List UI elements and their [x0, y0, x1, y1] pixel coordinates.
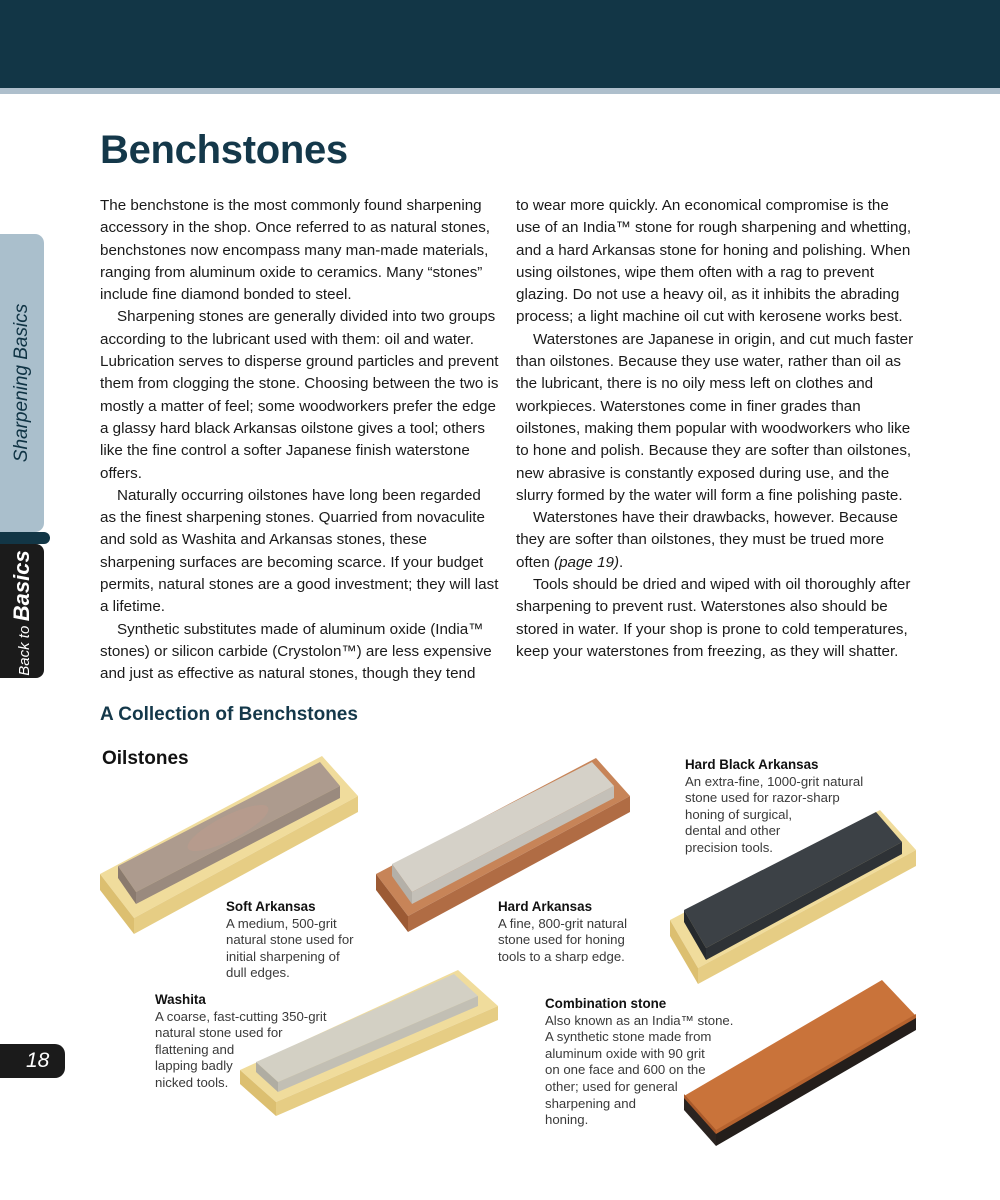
- stone-caption: [685, 757, 863, 857]
- paragraph: [516, 507, 916, 574]
- stone-desc-line: An extra-fine, 1000-grit natural: [685, 773, 864, 789]
- stone-name: Soft Arkansas: [226, 899, 316, 914]
- header-bar: [0, 0, 1000, 88]
- stone-caption: [226, 899, 354, 982]
- stone-desc-line: lapping badly: [155, 1058, 233, 1074]
- chapter-tab-edge: [0, 532, 50, 544]
- stone-caption: [155, 992, 327, 1092]
- paragraph: Naturally occurring oilstones have long been regarded as the finest sharpening stones. Quarried from novaculite and sold as Washita and Arkansas stones, these sharpening surfaces are becoming scarce. If your budget permits, natural stones are a good investment; they will last a lifetime.: [100, 486, 499, 616]
- stone-desc-line: aluminum oxide with 90 grit: [545, 1045, 705, 1061]
- body-column-right: [516, 195, 916, 663]
- stone-desc-line: stone used for razor-sharp: [685, 790, 840, 806]
- stone-desc-line: natural stone used for: [226, 932, 354, 948]
- body-column-left: [100, 195, 500, 686]
- stone-caption: [545, 996, 733, 1129]
- collection-heading: A Collection of Benchstones: [100, 704, 358, 725]
- back-to-prefix: Back to: [16, 625, 33, 676]
- stone-desc-line: Also known as an India™ stone.: [545, 1012, 734, 1028]
- stone-desc-line: dental and other: [685, 823, 781, 839]
- stone-desc-line: A synthetic stone made from: [545, 1029, 712, 1045]
- stone-desc-line: nicked tools.: [155, 1074, 229, 1090]
- stone-desc-line: dull edges.: [226, 965, 290, 981]
- stone-desc-line: precision tools.: [685, 839, 773, 855]
- paragraph-text: Waterstones have their drawbacks, however. Because they are softer than oilstones, they must be trued more often: [516, 509, 898, 571]
- stone-desc-line: other; used for general: [545, 1078, 678, 1094]
- stone-desc-line: A coarse, fast-cutting 350-grit: [155, 1008, 327, 1024]
- stone-desc-line: A medium, 500-grit: [226, 915, 337, 931]
- page-title: Benchstones: [100, 128, 348, 172]
- stone-desc-line: A fine, 800-grit natural: [498, 915, 628, 931]
- stone-desc-line: honing of surgical,: [685, 806, 793, 822]
- back-to-word: Basics: [9, 550, 34, 622]
- stone-name: Washita: [155, 992, 206, 1007]
- chapter-tab-label: Sharpening Basics: [11, 303, 32, 463]
- stone-desc-line: on one face and 600 on the: [545, 1062, 706, 1078]
- paragraph: Synthetic substitutes made of aluminum oxide (India™ stones) or silicon carbide (Crystolon™) are less expensive and just as effective as natural stones, though they tend: [100, 620, 492, 683]
- back-to-basics-label: [5, 546, 39, 680]
- header-rule: [0, 88, 1000, 94]
- stone-desc-line: honing.: [545, 1112, 589, 1128]
- paragraph: Waterstones are Japanese in origin, and cut much faster than oilstones. Because they use water, rather than oil as the lubricant, there is no oily mess left on clothes and workpieces. Waterstones come in finer grades than oilstones, making them popular with woodworkers who like to hone and polish. Because they are softer than oilstones, new abrasive is constantly exposed during use, and the slurry formed by the water will form a fine polishing paste.: [516, 330, 914, 504]
- paragraph: The benchstone is the most commonly found sharpening accessory in the shop. Once referred to as natural stones, benchstones now encompass many man-made materials, ranging from aluminum oxide to ceramics. Many “stones” include fine diamond bonded to steel.: [100, 197, 491, 304]
- stone-name: Combination stone: [545, 996, 667, 1011]
- paragraph: Tools should be dried and wiped with oil thoroughly after sharpening to prevent rust. Waterstones also should be stored in water. If your shop is prone to cold temperatures, keep your waterstones from freezing, as they will shatter.: [516, 576, 911, 660]
- paragraph: to wear more quickly. An economical compromise is the use of an India™ stone for rough sharpening and whetting, and a hard Arkansas stone for honing and polishing. When using oilstones, wipe them often with a rag to prevent glazing. Do not use a heavy oil, as it inhibits the abrading process; a light machine oil cut with kerosene works best.: [516, 197, 912, 326]
- paragraph: Sharpening stones are generally divided into two groups according to the lubricant used with them: oil and water. Lubrication serves to disperse ground particles and prevent them from clogging the stone. Choosing between the two is mostly a matter of feel; some woodworkers prefer the edge a glassy hard black Arkansas oilstone gives a tool; others like the fine control a softer Japanese finish waterstone offers.: [100, 308, 499, 482]
- oilstones-heading: Oilstones: [102, 748, 189, 769]
- stone-desc-line: tools to a sharp edge.: [498, 948, 625, 964]
- page-reference: (page 19): [554, 553, 620, 571]
- stone-desc-line: stone used for honing: [498, 932, 625, 948]
- stone-name: Hard Black Arkansas: [685, 757, 819, 772]
- stone-desc-line: sharpening and: [545, 1095, 636, 1111]
- stone-caption: [498, 899, 627, 965]
- stone-desc-line: initial sharpening of: [226, 948, 340, 964]
- stone-desc-line: natural stone used for: [155, 1025, 283, 1041]
- paragraph-end: .: [619, 553, 624, 571]
- stone-desc-line: flattening and: [155, 1041, 235, 1057]
- stone-name: Hard Arkansas: [498, 899, 593, 914]
- page-number: 18: [0, 1044, 65, 1078]
